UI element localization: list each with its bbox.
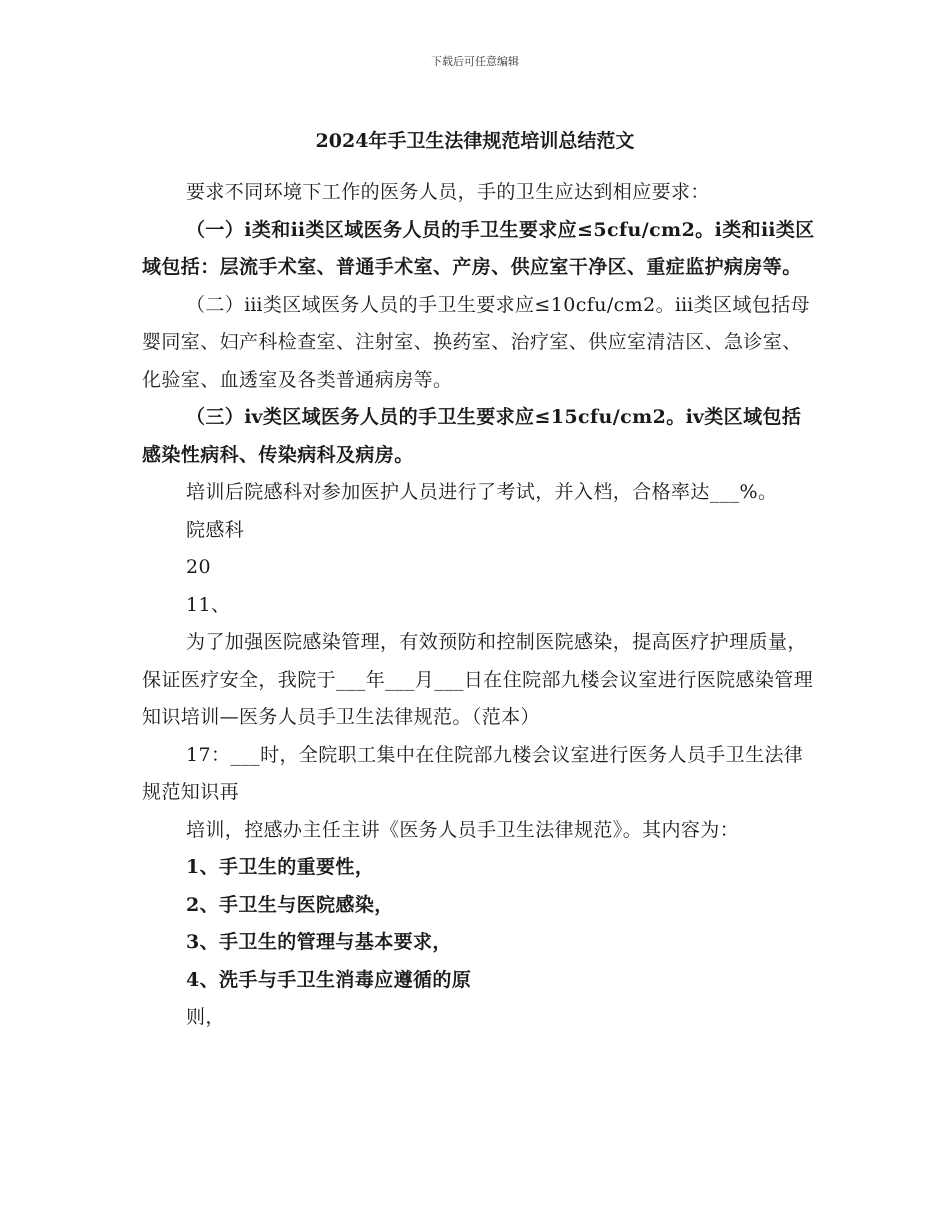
paragraph: 则，: [186, 1006, 225, 1028]
list-item: 1、手卫生的重要性，: [186, 856, 375, 878]
paragraph: （二）ⅲ类区域医务人员的手卫生要求应≤10cfu/cm2。ⅲ类区域包括母婴同室、妇产科检查室、注射室、换药室、治疗室、供应室清洁区、急诊室、化验室、血透室及各类普通病房等。: [142, 293, 811, 391]
list-item: 2、手卫生与医院感染，: [186, 893, 394, 916]
paragraph: 培训，控感办主任主讲《医务人员手卫生法律规范》。其内容为：: [186, 818, 740, 841]
document-body: [142, 174, 818, 1037]
list-item: 3、手卫生的管理与基本要求，: [186, 931, 452, 953]
document-title: 2024年手卫生法律规范培训总结范文: [315, 130, 635, 152]
paragraph: 20: [186, 556, 211, 578]
paragraph: 11、: [186, 593, 231, 616]
paragraph: 为了加强医院感染管理，有效预防和控制医院感染，提高医疗护理质量，保证医疗安全，我院于___年___月___日在住院部九楼会议室进行医院感染管理知识培训—医务人员手卫生法律规范。（范本）: [142, 631, 814, 728]
paragraph: （三）ⅳ类区域医务人员的手卫生要求应≤15cfu/cm2。ⅳ类区域包括感染性病科、传染病科及病房。: [142, 406, 802, 466]
list-item: 4、洗手与手卫生消毒应遵循的原: [186, 968, 472, 991]
paragraph: 培训后院感科对参加医护人员进行了考试，并入档，合格率达___%。: [186, 481, 778, 503]
paragraph: 17：___时，全院职工集中在住院部九楼会议室进行医务人员手卫生法律规范知识再: [142, 743, 804, 803]
paragraph: 院感科: [186, 518, 245, 541]
paragraph: （一）ⅰ类和ⅱ类区域医务人员的手卫生要求应≤5cfu/cm2。ⅰ类和ⅱ类区域包括：层流手术室、普通手术室、产房、供应室干净区、重症监护病房等。: [142, 218, 815, 278]
page-header: 下载后可任意编辑: [431, 55, 519, 68]
paragraph: 要求不同环境下工作的医务人员，手的卫生应达到相应要求：: [186, 181, 710, 203]
